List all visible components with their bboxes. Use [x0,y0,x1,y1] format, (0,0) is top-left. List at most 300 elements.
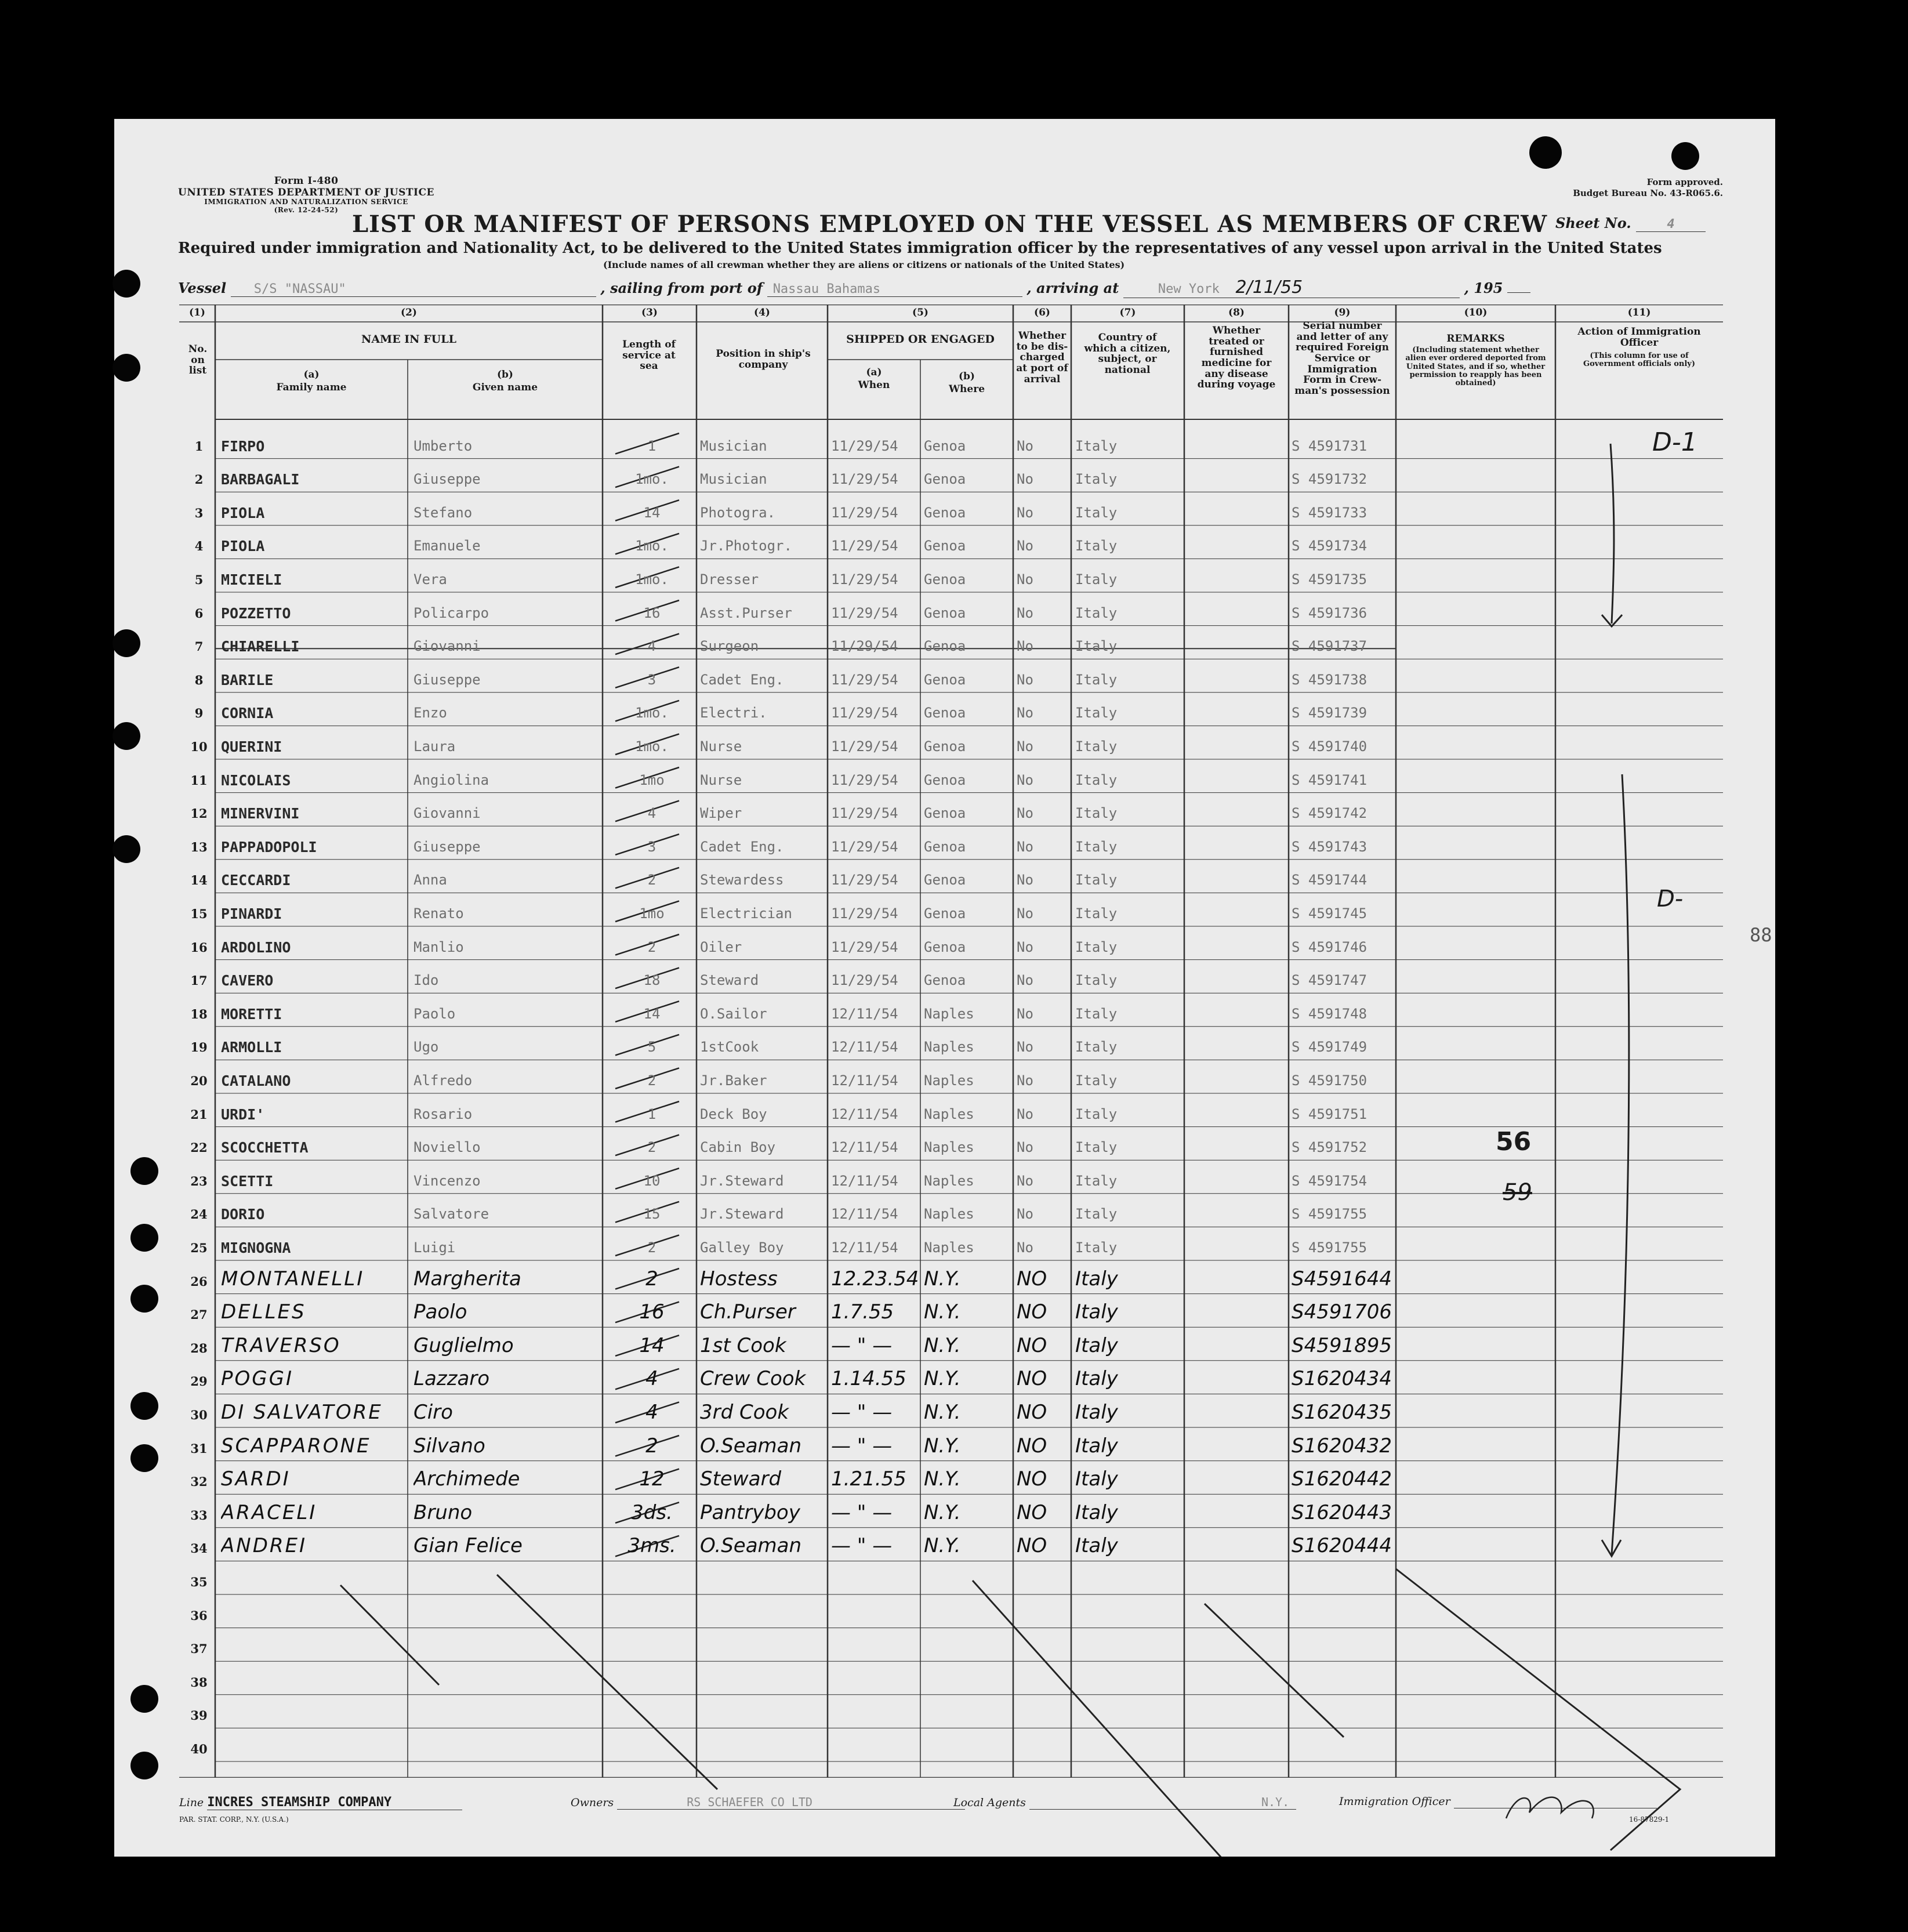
cell-disch: No [1017,671,1033,688]
cell-length: 14 [643,1005,661,1022]
row-number: 15 [190,907,208,921]
printer-info: PAR. STAT. CORP., N.Y. (U.S.A.) [179,1815,289,1824]
cell-when: 11/29/54 [831,905,898,922]
cell-length: 4 [645,1401,658,1424]
cell-disch: No [1017,938,1033,955]
cell-disch: No [1017,1105,1033,1122]
cell-where: Genoa [924,805,966,822]
row-number: 1 [194,438,204,454]
remarks-annotation-a: 56 [1496,1127,1532,1157]
cell-country: Italy [1075,638,1118,655]
cell-serial: S1620442 [1292,1467,1392,1491]
sheet-value: 4 [1636,217,1706,232]
form-number: Form I-480 [274,175,339,187]
cell-length: 2 [647,938,656,955]
cell-when: 11/29/54 [831,705,898,722]
cell-given: Alfredo [413,1072,473,1089]
cell-country: Italy [1075,1367,1118,1391]
cell-given: Renato [413,905,464,922]
cell-disch: No [1017,504,1033,521]
header-action: Action of Immigration Officer [1577,326,1701,349]
cell-serial: S 4591737 [1292,638,1367,655]
cell-where: Naples [924,1139,974,1156]
row-number: 40 [190,1742,208,1756]
cell-family: PIOLA [221,504,265,521]
cell-disch: No [1017,1206,1033,1223]
cell-family: DI SALVATORE [221,1401,383,1424]
cell-country: Italy [1075,1300,1118,1324]
owners-label: Owners [571,1796,614,1809]
cell-disch: No [1017,1005,1033,1022]
cell-where: Genoa [924,604,966,621]
col-num-5: (5) [912,307,928,318]
cell-country: Italy [1075,604,1118,621]
cell-where: Genoa [924,905,966,922]
cell-length: 1mo. [635,571,669,588]
cell-when: 11/29/54 [831,538,898,554]
owners-value: RS SCHAEFER CO LTD [617,1795,965,1810]
form-identifier [178,176,434,215]
cell-country: Italy [1075,1467,1118,1491]
cell-serial: S4591644 [1292,1267,1392,1291]
header-no-on-list: No. on list [188,343,208,377]
action-annotation-mid: D- [1657,886,1684,912]
cell-country: Italy [1075,838,1118,855]
punch-hole [113,354,140,382]
cell-family: ARMOLLI [221,1039,282,1056]
cell-country: Italy [1075,504,1118,521]
cell-family: MICIELI [221,571,282,588]
header-length: Length of service at sea [622,339,676,372]
cell-disch: No [1017,538,1033,554]
row-number: 38 [190,1674,208,1690]
cell-when: 11/29/54 [831,872,898,889]
cell-where: Genoa [924,571,966,588]
cell-position: Hostess [700,1267,778,1291]
cell-position: Stewardess [700,872,784,889]
footer-owners [571,1795,965,1810]
cell-when: 11/29/54 [831,571,898,588]
cell-country: Italy [1075,1267,1118,1291]
cell-where: Genoa [924,638,966,655]
cell-serial: S 4591746 [1292,938,1367,955]
cell-when: 11/29/54 [831,638,898,655]
row-number: 35 [190,1575,208,1589]
cell-length: 2 [647,1239,656,1256]
row-number: 2 [194,472,204,487]
row-number: 3 [194,505,204,520]
cell-family: PAPPADOPOLI [221,838,317,856]
arriving-port-line [1123,277,1460,298]
cell-given: Policarpo [413,604,489,621]
cell-serial: S 4591749 [1292,1039,1367,1056]
cell-when: 12/11/54 [831,1072,898,1089]
cell-when: 1.14.55 [831,1367,906,1391]
cell-serial: S 4591748 [1292,1005,1367,1022]
cell-length: 14 [643,504,661,521]
cell-serial: S 4591747 [1292,972,1367,989]
cell-given: Laura [413,738,456,755]
cell-family: PINARDI [221,905,282,922]
cell-where: Naples [924,1239,974,1256]
cell-position: Nurse [700,771,742,788]
cell-serial: S1620434 [1292,1367,1392,1391]
cell-family: MONTANELLI [221,1267,365,1291]
cell-given: Angiolina [413,771,489,788]
sailing-label: , sailing from port of [600,280,763,296]
cell-country: Italy [1075,1206,1118,1223]
cell-length: 3 [647,838,656,855]
header-discharged: Whether to be dis-charged at port of arrival [1016,330,1068,385]
cell-when: 11/29/54 [831,938,898,955]
cell-given: Rosario [413,1105,473,1122]
cell-family: ARACELI [221,1500,317,1524]
cell-country: Italy [1075,538,1118,554]
col-num-2: (2) [401,307,417,318]
cell-where: N.Y. [924,1300,961,1324]
cell-family: SCOCCHETTA [221,1139,309,1157]
cell-family: FIRPO [221,437,265,455]
cell-where: Naples [924,1105,974,1122]
cell-position: Jr.Baker [700,1072,767,1089]
punch-hole [1529,136,1562,169]
cell-disch: No [1017,838,1033,855]
cell-given: Lazzaro [413,1367,490,1391]
cell-position: 1stCook [700,1039,759,1056]
arriving-date: 2/11/55 [1235,277,1303,298]
cell-when: 12/11/54 [831,1105,898,1122]
cell-position: Musician [700,471,767,488]
row-number: 19 [190,1040,208,1055]
header-when: When [858,379,890,391]
cell-length: 18 [643,972,661,989]
cell-serial: S 4591745 [1292,905,1367,922]
header-name-in-full: NAME IN FULL [361,333,456,346]
cell-when: 11/29/54 [831,738,898,755]
cell-serial: S 4591733 [1292,504,1367,521]
cell-position: Pantryboy [700,1500,800,1524]
cell-disch: No [1017,1239,1033,1256]
cell-where: Genoa [924,738,966,755]
cell-given: Giovanni [413,805,481,822]
cell-when: — " — [831,1500,893,1524]
service: IMMIGRATION AND NATURALIZATION SERVICE [204,198,408,206]
cell-country: Italy [1075,1005,1118,1022]
cell-given: Giuseppe [413,838,481,855]
cell-position: Cabin Boy [700,1139,776,1156]
cell-given: Emanuele [413,538,481,554]
cell-when: 11/29/54 [831,604,898,621]
row-number: 21 [190,1107,208,1122]
cell-family: SCETTI [221,1172,274,1190]
cell-disch: No [1017,972,1033,989]
row-number: 37 [190,1641,208,1656]
row-number: 5 [194,572,204,587]
cell-country: Italy [1075,1039,1118,1056]
subtitle: Required under immigration and Nationality Act, to be delivered to the United States immigration officer by the representatives of any vessel upon arrival in the United States [178,240,1662,257]
row-number: 28 [190,1340,208,1355]
cell-where: Naples [924,1072,974,1089]
header-action-note: (This column for use of Government officials only) [1583,351,1695,369]
line-label: Line [179,1796,204,1809]
cell-country: Italy [1075,1172,1118,1189]
officer-signature-line [1454,1795,1657,1808]
cell-length: 1mo. [635,538,669,554]
cell-family: ARDOLINO [221,938,291,956]
punch-hole [130,1392,158,1420]
cell-given: Paolo [413,1300,467,1324]
row-number: 36 [190,1608,208,1623]
cell-given: Vincenzo [413,1172,481,1189]
cell-length: 3ms. [627,1534,676,1558]
cell-family: CECCARDI [221,872,291,889]
cell-where: Genoa [924,872,966,889]
cell-disch: No [1017,1039,1033,1056]
cell-where: Genoa [924,538,966,554]
col-num-8: (8) [1228,307,1245,318]
col-num-1: (1) [189,307,205,318]
cell-where: Genoa [924,972,966,989]
cell-country: Italy [1075,471,1118,488]
cell-length: 2 [647,872,656,889]
cell-position: Jr.Photogr. [700,538,792,554]
header-when-a: (a) [866,367,882,378]
cell-when: — " — [831,1534,893,1558]
cell-length: 1 [647,437,656,454]
cell-when: 11/29/54 [831,437,898,454]
header-remarks-note: (Including statement whether alien ever ordered deported from United States, and if so, whether permission to reapply has been obtained) [1405,346,1546,388]
cell-country: Italy [1075,738,1118,755]
row-number: 11 [190,773,208,788]
sheet-label: Sheet No. [1555,215,1631,231]
cell-position: Surgeon [700,638,759,655]
cell-country: Italy [1075,1333,1118,1357]
cell-when: 11/29/54 [831,671,898,688]
cell-position: Dresser [700,571,759,588]
manifest-sheet [114,119,1775,1857]
punch-hole [130,1752,158,1779]
cell-position: O.Seaman [700,1434,802,1458]
cell-position: Steward [700,972,759,989]
header-position: Position in ship's company [716,348,811,371]
cell-serial: S 4591738 [1292,671,1367,688]
row-number: 29 [190,1374,208,1389]
footer-agents [953,1795,1296,1810]
cell-family: POGGI [221,1367,293,1391]
cell-when: 11/29/54 [831,504,898,521]
cell-given: Giuseppe [413,671,481,688]
cell-where: N.Y. [924,1500,961,1524]
vessel-label: Vessel [178,280,227,296]
cell-position: Steward [700,1467,782,1491]
row-number: 34 [190,1541,208,1556]
cell-country: Italy [1075,1239,1118,1256]
cell-given: Giovanni [413,638,481,655]
cell-disch: NO [1017,1500,1047,1524]
cell-position: Oiler [700,938,742,955]
footer-officer [1339,1795,1657,1808]
sailing-port: Nassau Bahamas [767,282,1022,297]
punch-hole [113,835,140,863]
row-number: 39 [190,1708,208,1723]
cell-family: MIGNOGNA [221,1239,291,1256]
cell-position: Asst.Purser [700,604,792,621]
cell-length: 2 [645,1267,658,1291]
cell-family: URDI' [221,1105,265,1123]
cell-when: — " — [831,1434,893,1458]
cell-position: 1st Cook [700,1333,786,1357]
cell-disch: No [1017,437,1033,454]
row-number: 27 [190,1307,208,1322]
punch-hole [130,1157,158,1185]
cell-serial: S 4591739 [1292,705,1367,722]
cell-position: O.Seaman [700,1534,802,1558]
cell-position: Jr.Steward [700,1206,784,1223]
cell-length: 16 [639,1300,665,1324]
cell-serial: S1620435 [1292,1401,1392,1424]
punch-hole [130,1224,158,1252]
approved-line: Form approved. [1646,177,1723,187]
cell-position: Galley Boy [700,1239,784,1256]
cell-serial: S1620444 [1292,1534,1392,1558]
cell-when: 11/29/54 [831,471,898,488]
cell-disch: No [1017,771,1033,788]
cell-position: Crew Cook [700,1367,806,1391]
vessel-value: S/S "NASSAU" [231,282,596,297]
cell-given: Salvatore [413,1206,489,1223]
header-treated: Whether treated or furnished medicine for any disease during voyage [1197,325,1276,391]
cell-length: 10 [643,1172,661,1189]
row-number: 12 [190,806,208,821]
cell-family: QUERINI [221,738,282,755]
form-approval [1573,177,1723,199]
cell-serial: S 4591731 [1292,437,1367,454]
cell-disch: No [1017,1139,1033,1156]
cell-country: Italy [1075,1500,1118,1524]
cell-family: ANDREI [221,1534,307,1558]
sheet-number [1555,215,1706,232]
punch-hole [130,1444,158,1472]
cell-given: Ugo [413,1039,439,1056]
cell-given: Silvano [413,1434,485,1458]
cell-disch: No [1017,471,1033,488]
cell-length: 2 [647,1139,656,1156]
cell-where: N.Y. [924,1333,961,1357]
cell-given: Umberto [413,437,473,454]
cell-family: PIOLA [221,538,265,555]
cell-given: Gian Felice [413,1534,523,1558]
department: UNITED STATES DEPARTMENT OF JUSTICE [178,186,434,198]
cell-given: Bruno [413,1500,473,1524]
cell-position: O.Sailor [700,1005,767,1022]
punch-hole [130,1685,158,1713]
cell-serial: S 4591742 [1292,805,1367,822]
punch-hole [1671,142,1699,170]
cell-family: CAVERO [221,972,274,989]
row-number: 18 [190,1006,208,1021]
row-number: 24 [190,1207,208,1222]
cell-serial: S1620432 [1292,1434,1392,1458]
cell-country: Italy [1075,1072,1118,1089]
cell-position: Deck Boy [700,1105,767,1122]
cell-given: Margherita [413,1267,521,1291]
cell-serial: S 4591744 [1292,872,1367,889]
cell-family: DORIO [221,1206,265,1223]
cell-family: POZZETTO [221,604,291,622]
cell-where: N.Y. [924,1367,961,1391]
cell-length: 1mo. [635,738,669,755]
cell-serial: S4591895 [1292,1333,1392,1357]
row-number: 23 [190,1173,208,1188]
footer-line [179,1795,462,1810]
cell-family: SARDI [221,1467,291,1491]
col-num-3: (3) [641,307,658,318]
punch-hole [130,1285,158,1313]
row-number: 16 [190,940,208,955]
punch-hole [113,722,140,750]
cell-serial: S 4591734 [1292,538,1367,554]
cell-disch: NO [1017,1434,1047,1458]
cell-given: Luigi [413,1239,456,1256]
agents-value: N.Y. [1029,1795,1296,1810]
cell-family: MORETTI [221,1005,282,1023]
cell-when: — " — [831,1401,893,1424]
cell-family: MINERVINI [221,805,300,822]
cell-length: 14 [639,1333,665,1357]
cell-country: Italy [1075,671,1118,688]
cell-length: 2 [647,1072,656,1089]
col-num-4: (4) [754,307,770,318]
cell-serial: S 4591743 [1292,838,1367,855]
budget-bureau-line: Budget Bureau No. 43-R065.6. [1573,187,1723,198]
form-code: 16-87829-1 [1629,1815,1670,1824]
header-a: (a) [303,369,320,380]
cell-position: Electri. [700,705,767,722]
cell-serial: S 4591751 [1292,1105,1367,1122]
row-number: 32 [190,1474,208,1489]
cell-disch: NO [1017,1267,1047,1291]
cell-where: Genoa [924,771,966,788]
header-country: Country of which a citizen, subject, or national [1084,332,1171,376]
cell-given: Ido [413,972,439,989]
cell-where: Genoa [924,705,966,722]
cell-position: Jr.Steward [700,1172,784,1189]
row-number: 25 [190,1241,208,1255]
header-b: (b) [497,369,513,380]
cell-serial: S 4591732 [1292,471,1367,488]
cell-where: Naples [924,1172,974,1189]
col-num-10: (10) [1464,307,1488,318]
officer-label: Immigration Officer [1339,1795,1450,1808]
cell-family: NICOLAIS [221,771,291,789]
col-num-11: (11) [1627,307,1651,318]
row-number: 33 [190,1507,208,1523]
cell-position: Photogra. [700,504,776,521]
row-number: 7 [194,639,204,654]
cell-given: Stefano [413,504,473,521]
cell-position: Musician [700,437,767,454]
cell-when: 12/11/54 [831,1172,898,1189]
cell-position: Wiper [700,805,742,822]
cell-disch: No [1017,805,1033,822]
cell-given: Guglielmo [413,1333,514,1357]
cell-serial: S 4591754 [1292,1172,1367,1189]
cell-length: 3ds. [631,1500,673,1524]
cell-disch: NO [1017,1467,1047,1491]
cell-country: Italy [1075,972,1118,989]
cell-country: Italy [1075,1434,1118,1458]
cell-disch: No [1017,872,1033,889]
